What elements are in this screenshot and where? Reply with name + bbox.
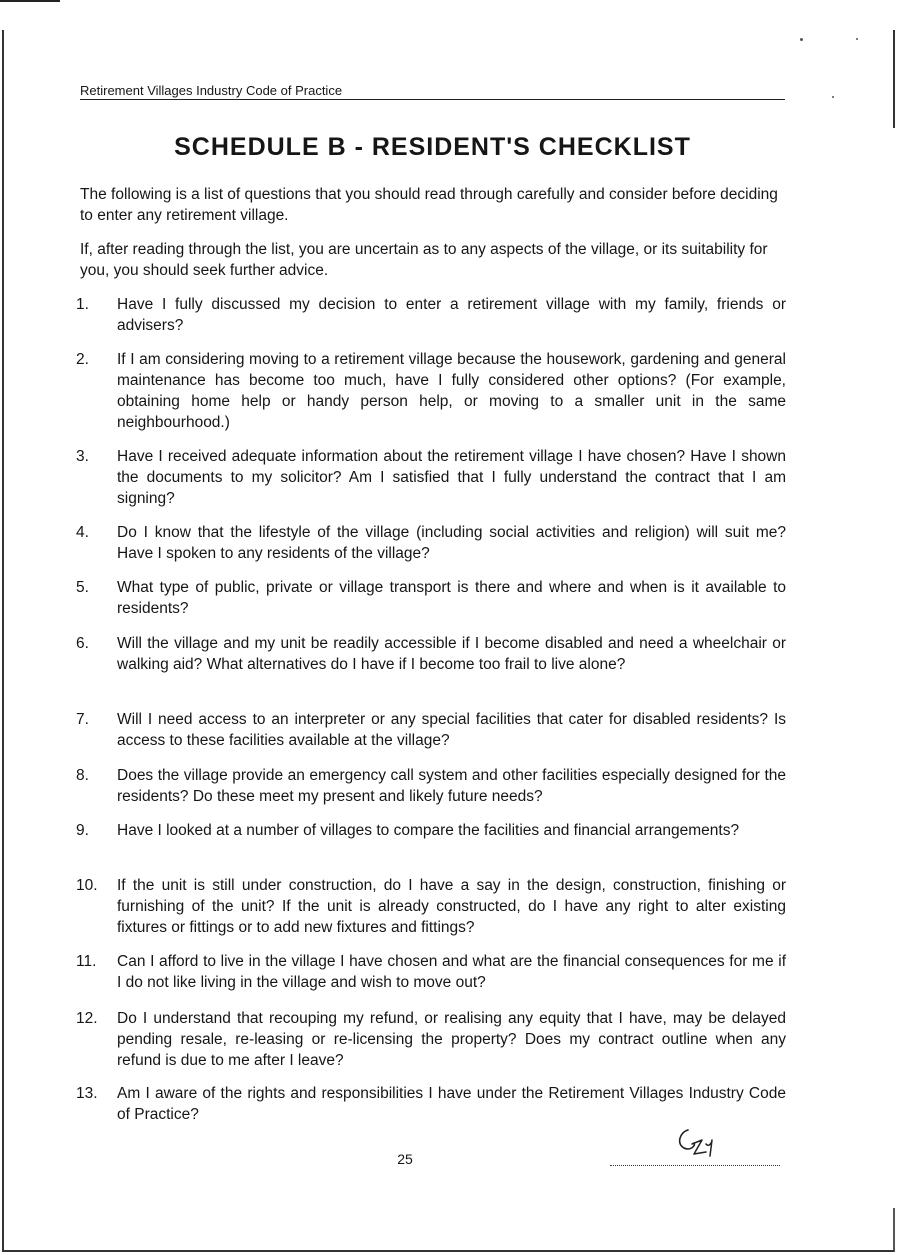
checklist-item xyxy=(76,875,786,938)
checklist-item-number: 10. xyxy=(76,877,98,894)
checklist-item-number: 9. xyxy=(76,822,89,839)
checklist-item-number: 1. xyxy=(76,296,89,313)
checklist-item-number: 4. xyxy=(76,524,89,541)
scan-edge-right xyxy=(893,30,895,128)
checklist-item xyxy=(76,522,786,564)
checklist-item xyxy=(76,820,786,841)
checklist-item-number: 5. xyxy=(76,579,89,596)
checklist-item-text: Will I need access to an interpreter or any special facilities that cater for disabled residents? Is access to these facilities available at the village? xyxy=(117,711,786,749)
checklist-item-text: Can I afford to live in the village I have chosen and what are the financial consequences for me if I do not like living in the village and wish to move out? xyxy=(117,953,786,991)
checklist-item-number: 3. xyxy=(76,448,89,465)
checklist-item xyxy=(76,294,786,336)
checklist-item xyxy=(76,765,786,807)
checklist-item-text: If I am considering moving to a retirement village because the housework, gardening and general maintenance has become too much, have I fully considered other options? (For example, obtaining home help or handy person help, or moving to a smaller unit in the same neighbourhood.) xyxy=(117,351,786,431)
checklist-item-text: Do I know that the lifestyle of the village (including social activities and religion) will suit me? Have I spoken to any residents of the village? xyxy=(117,524,786,562)
checklist-item-number: 6. xyxy=(76,635,89,652)
checklist-item xyxy=(76,951,786,993)
checklist-item xyxy=(76,577,786,619)
checklist-item-text: What type of public, private or village transport is there and where and when is it available to residents? xyxy=(117,579,786,617)
handwritten-initials xyxy=(672,1124,722,1160)
checklist-item-number: 2. xyxy=(76,351,89,368)
scan-edge-left xyxy=(2,30,4,1252)
checklist-item-number: 12. xyxy=(76,1010,98,1027)
checklist-item-number: 11. xyxy=(76,953,97,970)
checklist-item xyxy=(76,1083,786,1125)
running-header: Retirement Villages Industry Code of Practice xyxy=(80,83,785,100)
intro-paragraph-1: The following is a list of questions that you should read through carefully and consider before deciding to enter any retirement village. xyxy=(80,186,778,224)
scan-edge-right-lower xyxy=(893,1208,895,1252)
checklist-item-text: If the unit is still under construction, do I have a say in the design, construction, finishing or furnishing of the unit? If the unit is already constructed, do I have any right to alter existing fixtures or fittings or to add new fixtures and fittings? xyxy=(117,877,786,936)
scan-edge-top xyxy=(0,0,60,2)
checklist-item-text: Have I looked at a number of villages to compare the facilities and financial arrangements? xyxy=(117,822,740,839)
scan-speck xyxy=(832,96,834,98)
checklist-item xyxy=(76,709,786,751)
checklist-item-number: 7. xyxy=(76,711,89,728)
checklist-item xyxy=(76,446,786,509)
checklist-item-text: Do I understand that recouping my refund, or realising any equity that I have, may be delayed pending resale, re-leasing or re-licensing the property? Does my contract outline when any refund is due to me after I leave? xyxy=(117,1010,786,1069)
checklist-item xyxy=(76,349,786,433)
checklist-item-text: Have I fully discussed my decision to enter a retirement village with my family, friends or advisers? xyxy=(117,296,786,334)
checklist-item-text: Will the village and my unit be readily accessible if I become disabled and need a wheelchair or walking aid? What alternatives do I have if I become too frail to live alone? xyxy=(117,635,786,673)
checklist-item-text: Am I aware of the rights and responsibilities I have under the Retirement Villages Industry Code of Practice? xyxy=(117,1085,786,1123)
checklist-item xyxy=(76,1008,786,1071)
page-title: SCHEDULE B - RESIDENT'S CHECKLIST xyxy=(174,133,691,161)
checklist-item xyxy=(76,633,786,675)
scan-speck xyxy=(800,38,803,41)
scan-edge-bottom xyxy=(4,1250,894,1252)
scan-speck xyxy=(856,38,858,40)
intro-paragraph-2: If, after reading through the list, you are uncertain as to any aspects of the village, or its suitability for you, you should seek further advice. xyxy=(80,241,768,279)
page-number: 25 xyxy=(397,1151,413,1167)
checklist-item-text: Have I received adequate information about the retirement village I have chosen? Have I shown the documents to my solicitor? Am I satisfied that I fully understand the contract that I am signing? xyxy=(117,448,786,507)
checklist-item-number: 8. xyxy=(76,767,89,784)
signature-line xyxy=(610,1165,780,1166)
checklist-item-text: Does the village provide an emergency call system and other facilities especially designed for the residents? Do these meet my present and likely future needs? xyxy=(117,767,786,805)
checklist-item-number: 13. xyxy=(76,1085,98,1102)
